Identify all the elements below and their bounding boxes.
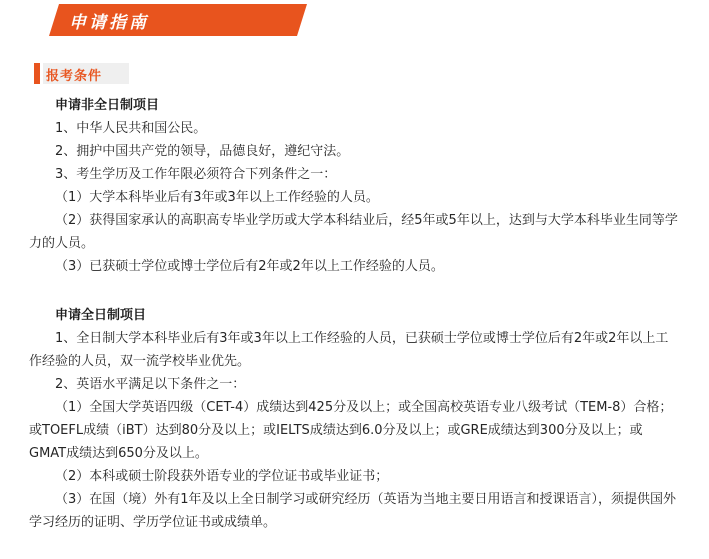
part-time-item: 3、考生学历及工作年限必须符合下列条件之一： xyxy=(55,167,337,182)
requirements-body xyxy=(29,94,679,534)
full-time-heading: 申请全日制项目 xyxy=(55,308,147,323)
part-time-subitem: （3）已获硕士学位或博士学位后有2年或2年以上工作经验的人员。 xyxy=(55,259,444,274)
section-title: 报考条件 xyxy=(46,69,103,84)
banner-title: 申请指南 xyxy=(69,13,149,33)
full-time-subitem: （2）本科或硕士阶段获外语专业的学位证书或毕业证书； xyxy=(55,469,389,484)
full-time-item: 1、全日制大学本科毕业后有3年或3年以上工作经验的人员，已获硕士学位或博士学位后有2年或2年以上工作经验的人员，双一流学校毕业优先。 xyxy=(29,331,669,369)
full-time-item: 2、英语水平满足以下条件之一： xyxy=(55,377,246,392)
section-marker xyxy=(34,63,40,84)
full-time-subitem: （3）在国（境）外有1年及以上全日制学习或研究经历（英语为当地主要日用语言和授课语言），须提供国外学习经历的证明、学历学位证书或成绩单。 xyxy=(29,492,677,530)
part-time-subitem: （1）大学本科毕业后有3年或3年以上工作经验的人员。 xyxy=(55,190,379,205)
part-time-item: 2、拥护中国共产党的领导，品德良好，遵纪守法。 xyxy=(55,144,350,159)
part-time-subitem: （2）获得国家承认的高职高专毕业学历或大学本科结业后，经5年或5年以上，达到与大学本科毕业生同等学力的人员。 xyxy=(29,213,678,251)
guide-banner xyxy=(49,4,307,36)
section-header xyxy=(34,63,129,84)
spacer xyxy=(29,278,679,304)
part-time-item: 1、中华人民共和国公民。 xyxy=(55,121,207,136)
part-time-heading: 申请非全日制项目 xyxy=(55,98,160,113)
full-time-subitem: （1）全国大学英语四级（CET-4）成绩达到425分及以上；或全国高校英语专业八级考试（TEM-8）合格；或TOEFL成绩（iBT）达到80分及以上；或IELTS成绩达到6.0分及以上；或GRE成绩达到300分及以上；或GMAT成绩达到650分及以上。 xyxy=(29,400,673,461)
